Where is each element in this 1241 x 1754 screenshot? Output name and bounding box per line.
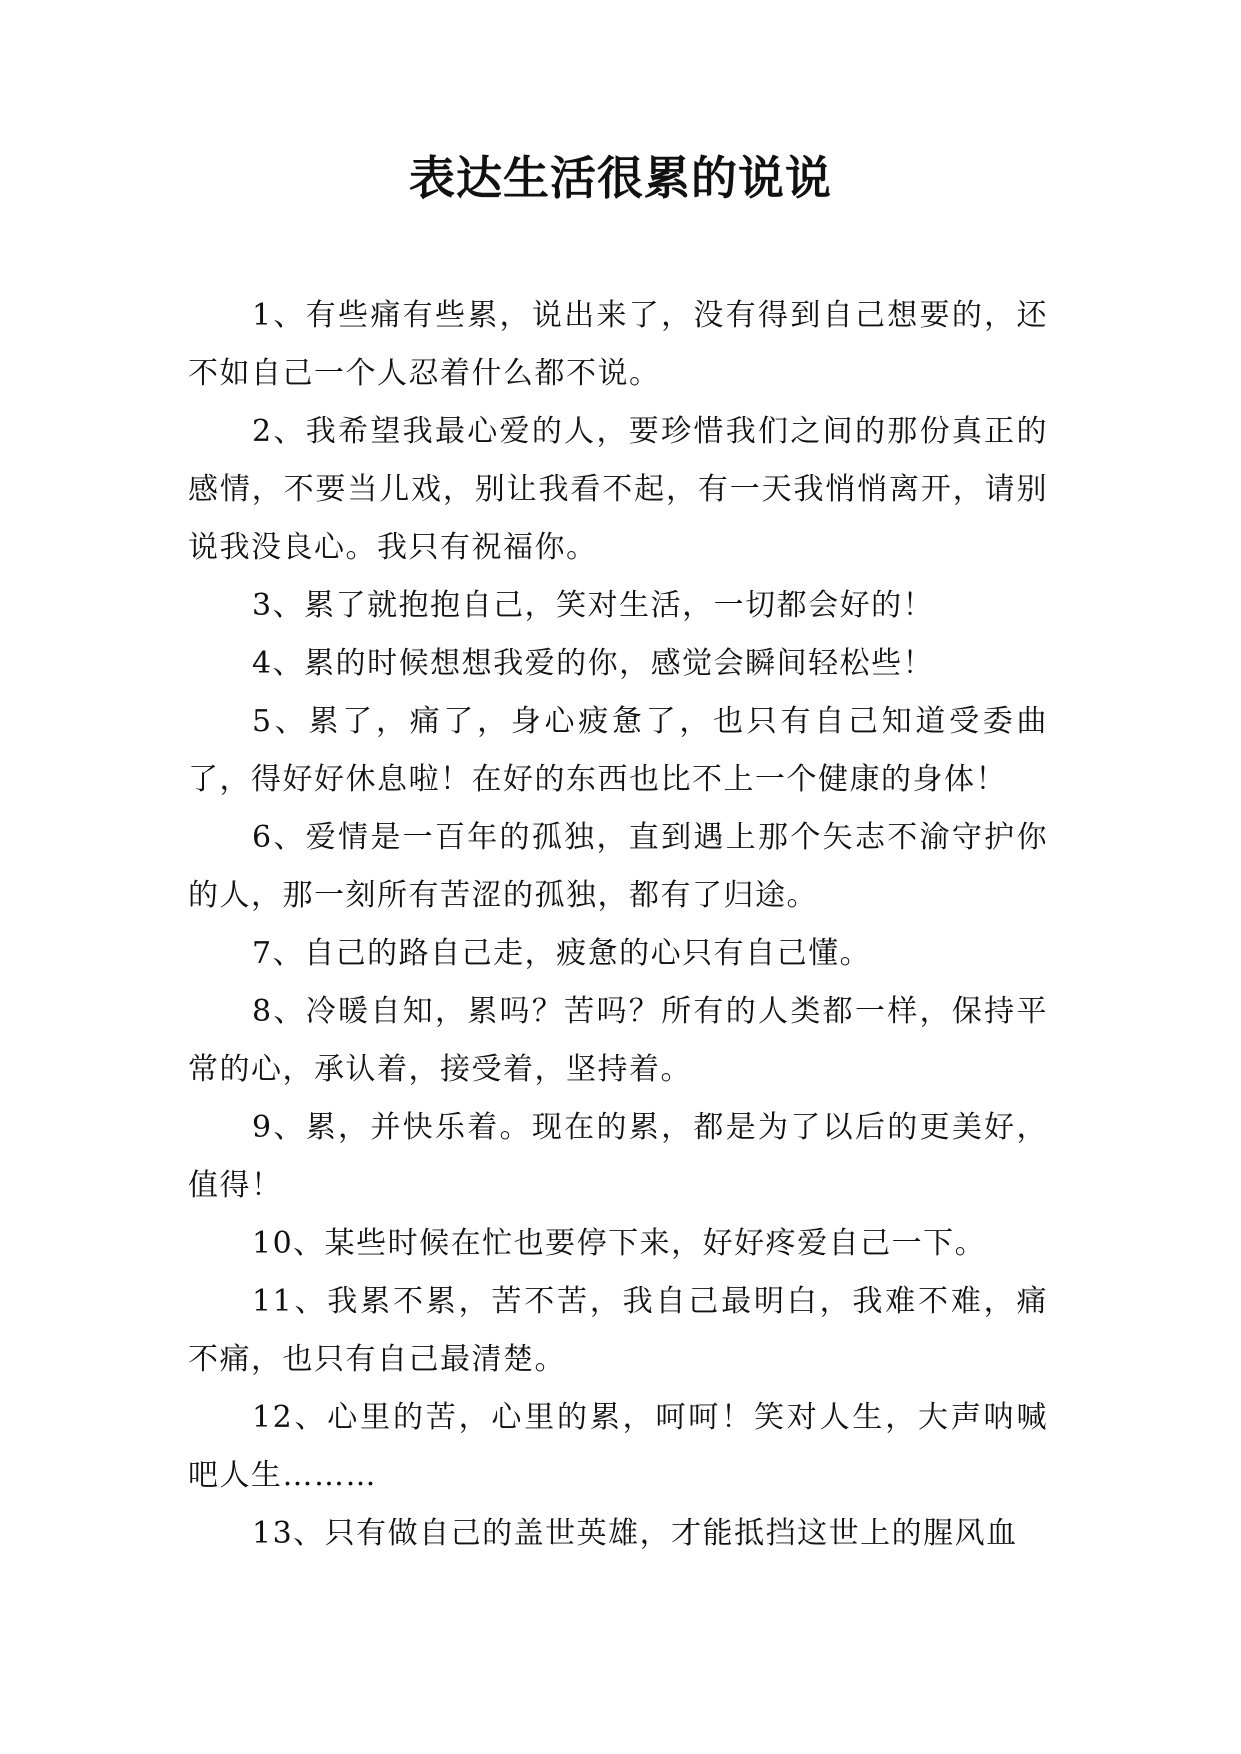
paragraph: 11、我累不累，苦不苦，我自己最明白，我难不难，痛不痛，也只有自己最清楚。	[188, 1284, 1048, 1377]
paragraph: 8、冷暖自知，累吗？苦吗？所有的人类都一样，保持平常的心，承认着，接受着，坚持着。	[188, 994, 1048, 1087]
paragraph: 13、只有做自己的盖世英雄，才能抵挡这世上的腥风血	[252, 1516, 1018, 1551]
paragraph: 10、某些时候在忙也要停下来，好好疼爱自己一下。	[252, 1226, 987, 1261]
paragraph: 12、心里的苦，心里的累，呵呵！笑对人生，大声呐喊吧人生………	[188, 1400, 1048, 1493]
paragraph: 1、有些痛有些累，说出来了，没有得到自己想要的，还不如自己一个人忍着什么都不说。	[188, 298, 1048, 391]
paragraph: 4、累的时候想想我爱的你，感觉会瞬间轻松些！	[252, 646, 935, 681]
paragraph: 3、累了就抱抱自己，笑对生活，一切都会好的！	[252, 588, 935, 623]
document-body	[188, 287, 1048, 1563]
paragraph: 5、累了，痛了，身心疲惫了，也只有自己知道受委曲了，得好好休息啦！在好的东西也比不上一个健康的身体！	[188, 704, 1048, 797]
paragraph: 2、我希望我最心爱的人，要珍惜我们之间的那份真正的感情，不要当儿戏，别让我看不起，有一天我悄悄离开，请别说我没良心。我只有祝福你。	[188, 414, 1048, 565]
paragraph: 7、自己的路自己走，疲惫的心只有自己懂。	[252, 936, 872, 971]
paragraph: 9、累，并快乐着。现在的累，都是为了以后的更美好，值得！	[188, 1110, 1048, 1203]
document-title: 表达生活很累的说说	[409, 151, 832, 205]
paragraph: 6、爱情是一百年的孤独，直到遇上那个矢志不渝守护你的人，那一刻所有苦涩的孤独，都有了归途。	[188, 820, 1048, 913]
